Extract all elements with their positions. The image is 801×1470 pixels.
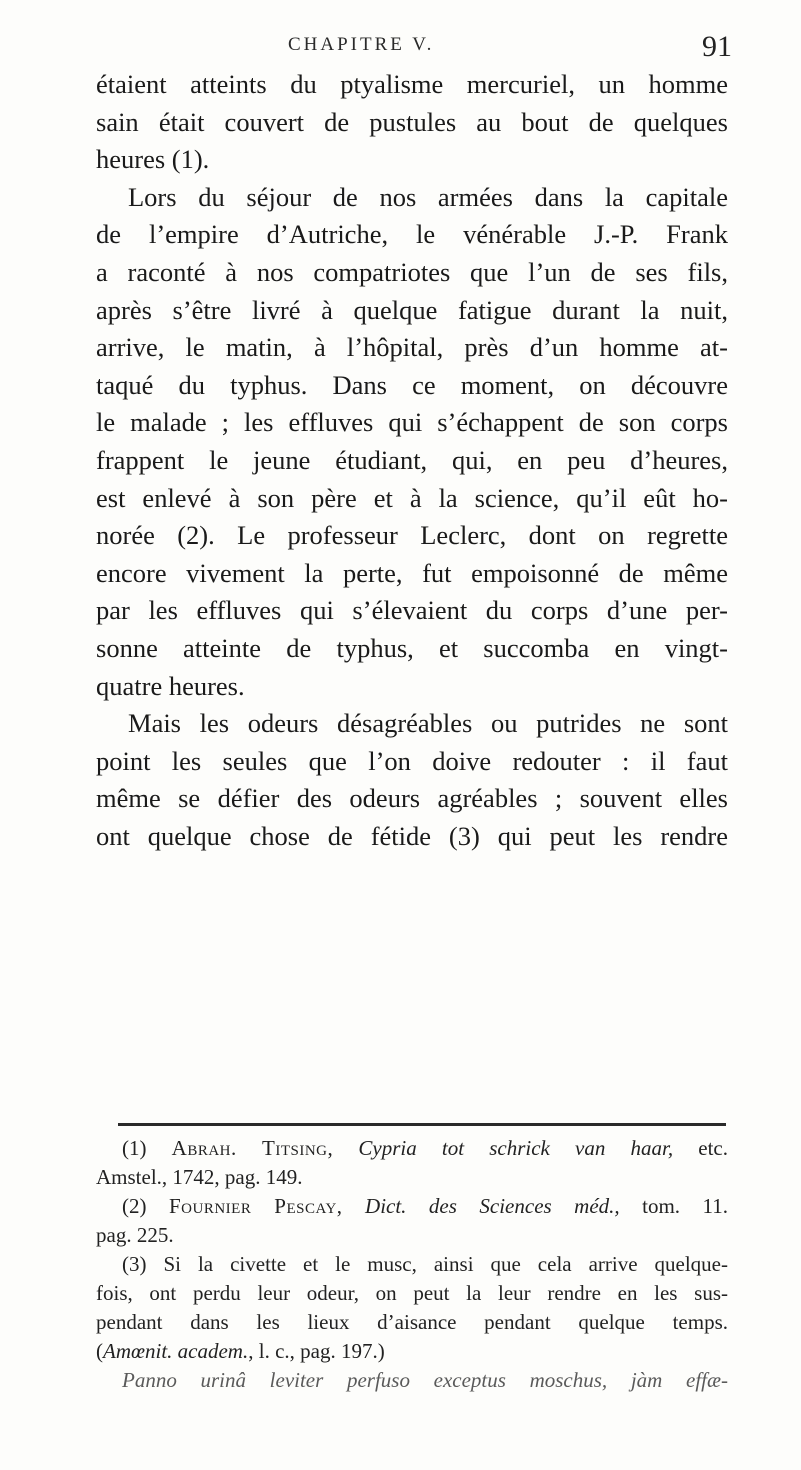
text-line: quatre heures.: [96, 670, 245, 701]
text-line: sonne atteinte de typhus, et succomba en vingt-: [96, 632, 728, 663]
text-line: encore vivement la perte, fut empoisonné de même: [96, 557, 728, 588]
footnote-2-cont: pag. 225.: [96, 1223, 174, 1247]
text-line: taqué du typhus. Dans ce moment, on découvre: [96, 369, 728, 400]
footnote-1: [96, 1134, 728, 1163]
text-line: de l’empire d’Autriche, le vénérable J.-P. Frank: [96, 219, 728, 250]
text-line: heures (1).: [96, 144, 210, 175]
text-line: le malade ; les effluves qui s’échappent de son corps: [96, 407, 728, 438]
text-line: ont quelque chose de fétide (3) qui peut les rendre: [96, 820, 728, 851]
footnote-title: Amœnit. academ.: [103, 1339, 249, 1363]
running-head: [0, 30, 801, 64]
footnote-text: etc.: [698, 1136, 728, 1160]
footnote-3-latin: Panno urinâ leviter perfuso exceptus moschus, jàm effæ-: [122, 1368, 728, 1392]
footnote-mark: (1): [122, 1136, 147, 1160]
page-number: 91: [702, 30, 732, 63]
footnote-title: Cypria tot schrick van haar,: [358, 1136, 674, 1160]
text-line: étaient atteints du ptyalisme mercuriel, un homme: [96, 69, 728, 99]
text-line: frappent le jeune étudiant, qui, en peu d’heures,: [96, 444, 728, 475]
footnote-3-cont: [96, 1337, 728, 1366]
text-line: après s’être livré à quelque fatigue durant la nuit,: [96, 294, 728, 325]
text-line: arrive, le matin, à l’hôpital, près d’un homme at-: [96, 332, 728, 363]
text-line: par les effluves qui s’élevaient du corps d’une per-: [96, 595, 728, 626]
footnote-text: (: [96, 1339, 103, 1363]
text-line: Lors du séjour de nos armées dans la capitale: [128, 181, 728, 212]
text-line: norée (2). Le professeur Leclerc, dont on regrette: [96, 520, 728, 551]
footnote-1-cont: Amstel., 1742, pag. 149.: [96, 1165, 303, 1189]
footnote-2: [96, 1192, 728, 1221]
footnote-3-cont: pendant dans les lieux d’aisance pendant quelque temps.: [96, 1310, 728, 1334]
footnote-3-cont: fois, ont perdu leur odeur, on peut la leur rendre en les sus-: [96, 1281, 728, 1305]
text-line: point les seules que l’on doive redouter : il faut: [96, 745, 728, 776]
text-line: même se défier des odeurs agréables ; souvent elles: [96, 783, 728, 814]
footnote-text: tom. 11.: [642, 1194, 729, 1218]
footnote-mark: (2): [122, 1194, 147, 1218]
text-line: est enlevé à son père et à la science, qu’il eût ho-: [96, 482, 728, 513]
footnote-title: Dict. des Sciences méd.,: [365, 1194, 620, 1218]
footnote-author: Fournier Pescay,: [168, 1194, 343, 1218]
text-line: sain était couvert de pustules au bout de quelques: [96, 106, 728, 137]
footnotes: [96, 1134, 728, 1395]
footnote-author: Abrah. Titsing,: [171, 1136, 334, 1160]
main-text: [96, 66, 728, 855]
text-line: Mais les odeurs désagréables ou putrides ne sont: [128, 708, 728, 739]
footnote-3: (3) Si la civette et le musc, ainsi que cela arrive quelque-: [122, 1252, 728, 1276]
footnote-text: , l. c., pag. 197.): [248, 1339, 385, 1363]
chapter-title: CHAPITRE V.: [288, 34, 435, 55]
footnote-divider: [118, 1123, 726, 1126]
text-line: a raconté à nos compatriotes que l’un de ses fils,: [96, 256, 728, 287]
